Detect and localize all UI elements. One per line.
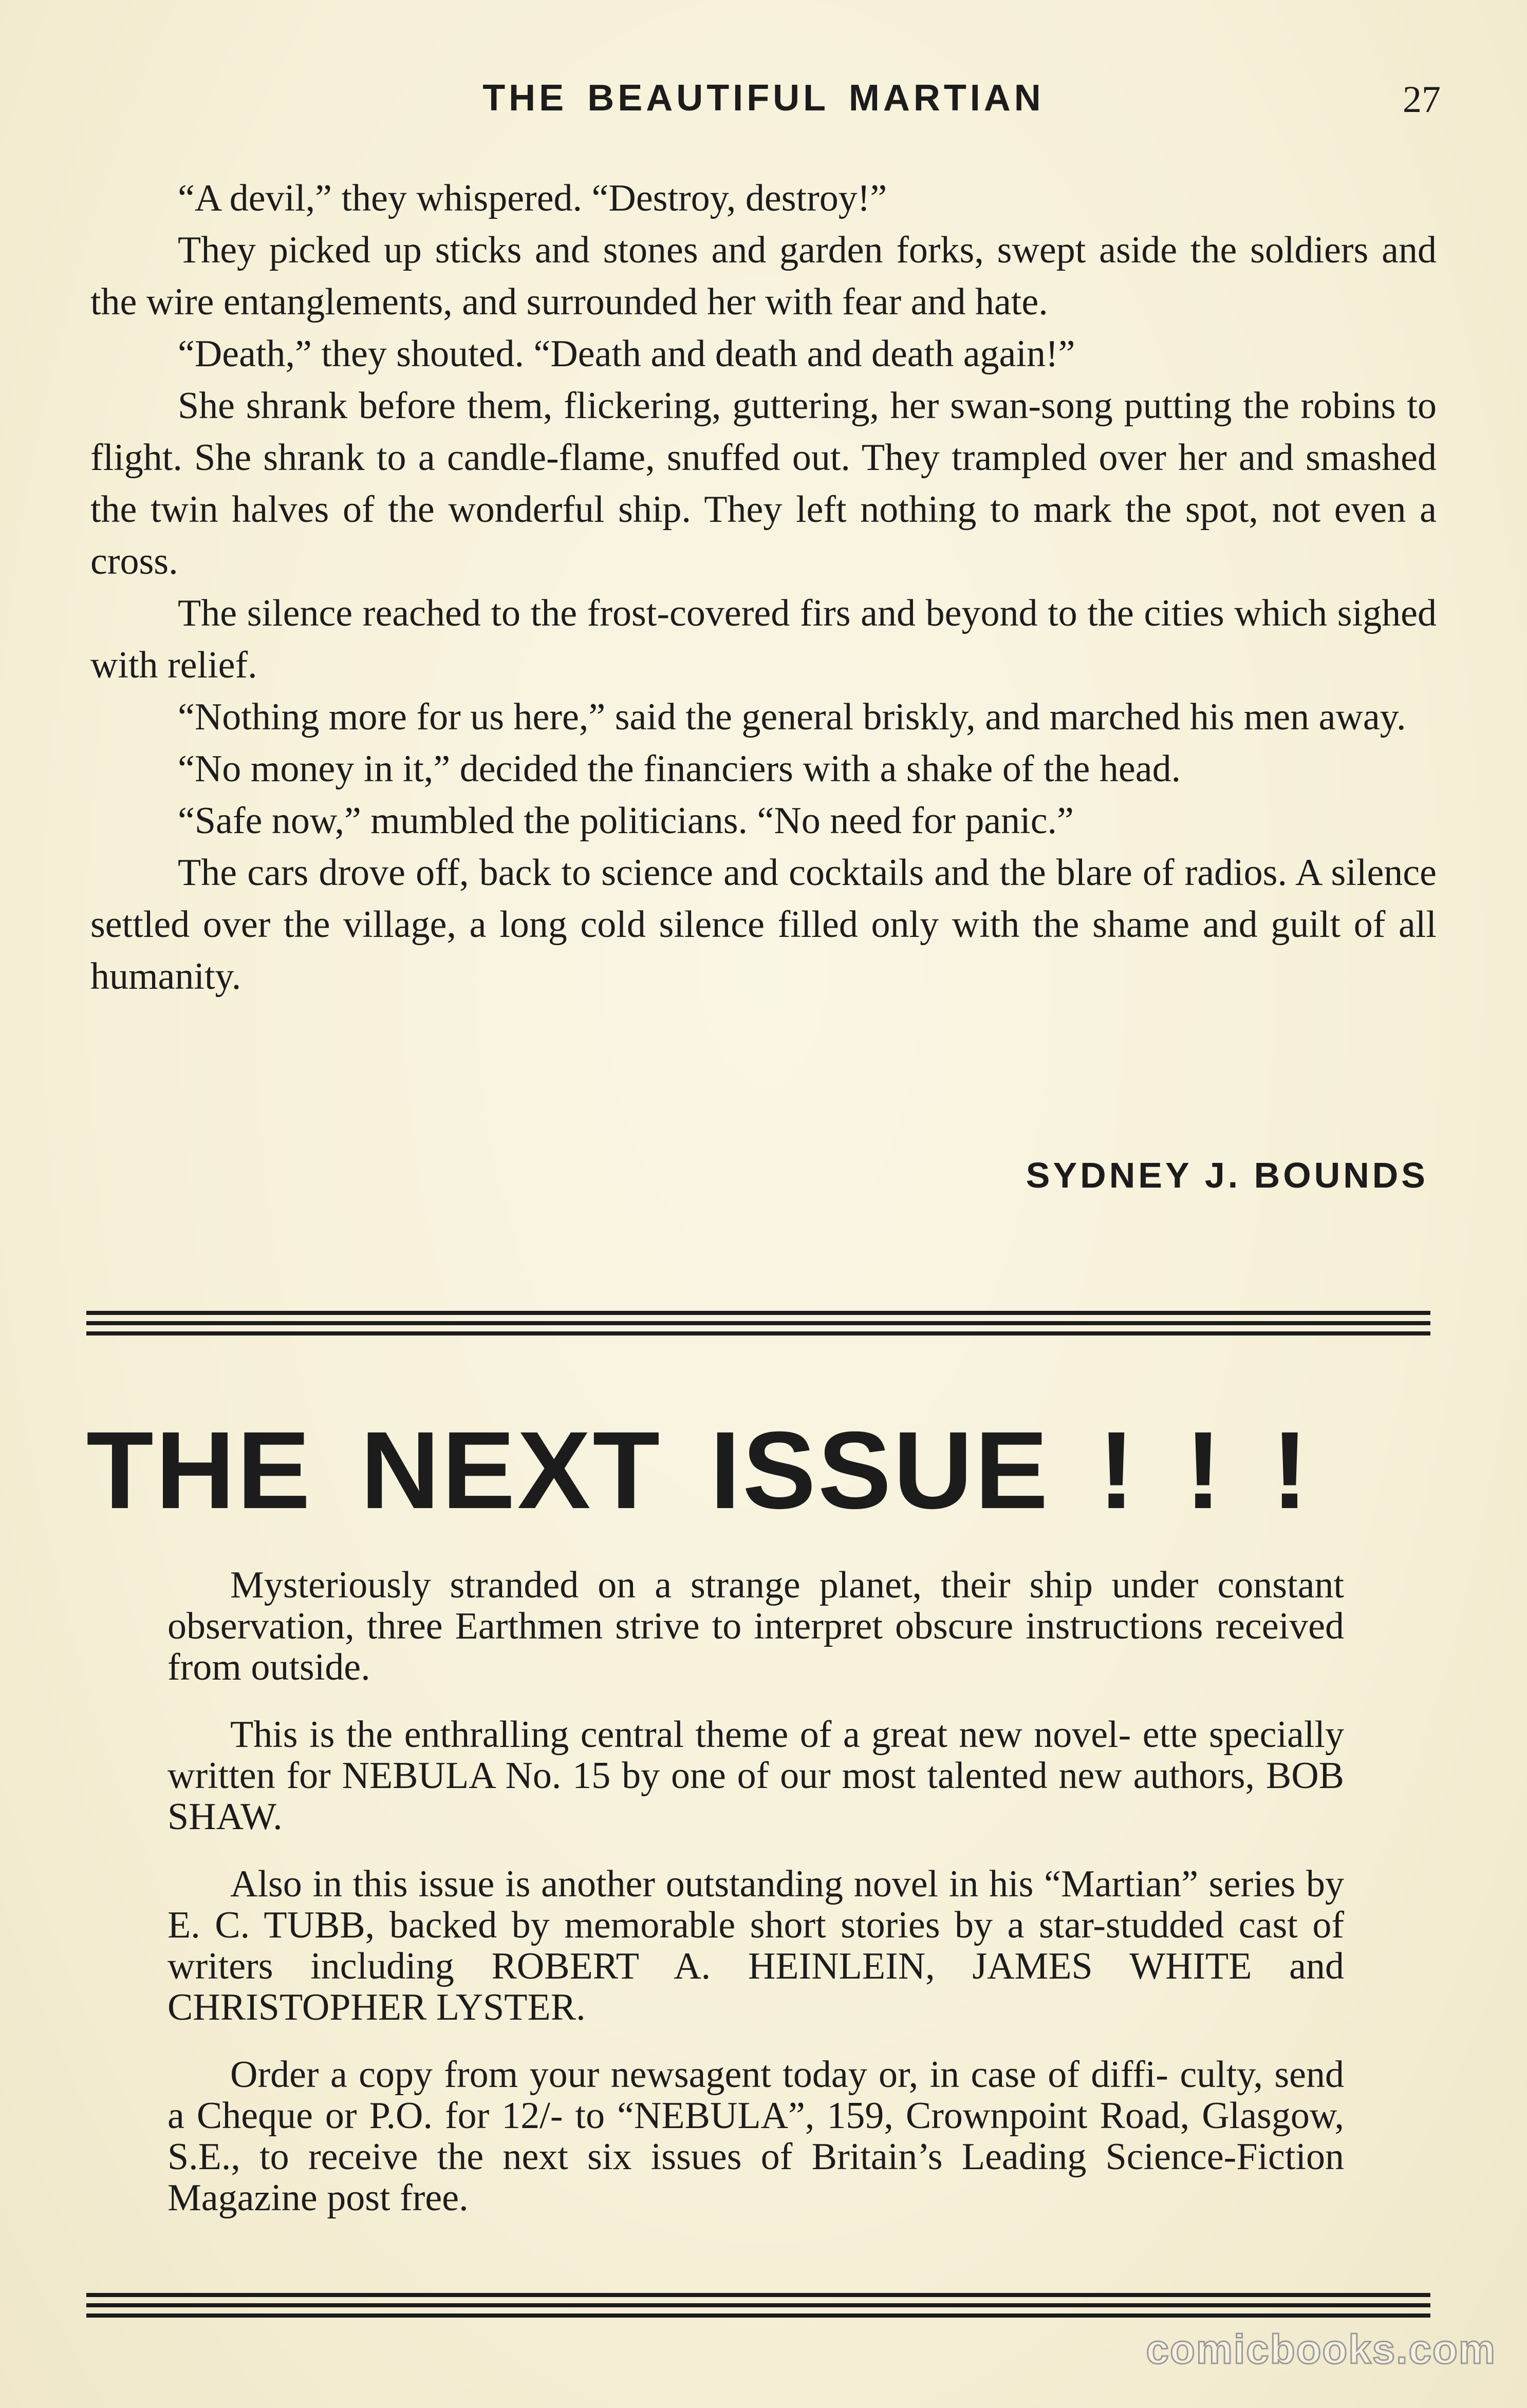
divider-line xyxy=(86,1311,1430,1315)
page-number: 27 xyxy=(1403,79,1441,121)
announcement-paragraph: Mysteriously stranded on a strange planet, their ship under constant observation, three Earthmen strive to interpret obscure instructions received from outside. xyxy=(167,1564,1344,1688)
story-paragraph: “No money in it,” decided the financiers with a shake of the head. xyxy=(178,748,1181,790)
story-paragraph: “Nothing more for us here,” said the general briskly, and marched his men away. xyxy=(178,696,1406,738)
next-issue-heading: THE NEXT ISSUE ! ! ! xyxy=(86,1409,1311,1532)
next-issue-announcement xyxy=(167,1565,1344,2245)
story-text xyxy=(90,173,1437,1003)
story-paragraph: “Death,” they shouted. “Death and death and death again!” xyxy=(178,333,1075,375)
story-paragraph: The cars drove off, back to science and cocktails and the blare of radios. A silence settled over the village, a long cold silence filled only with the shame and guilt of all humanity. xyxy=(90,852,1437,998)
story-paragraph: They picked up sticks and stones and garden forks, swept aside the soldiers and the wire entanglements, and surrounded her with fear and hate. xyxy=(90,229,1437,323)
divider-line xyxy=(86,2313,1430,2318)
source-watermark: comicbooks.com xyxy=(1146,2326,1496,2372)
running-title: THE BEAUTIFUL MARTIAN xyxy=(482,78,1045,119)
announcement-paragraph: This is the enthralling central theme of a great new novel- ette specially written for NEBULA No. 15 by one of our most talented new authors, BOB SHAW. xyxy=(167,1714,1344,1838)
announcement-paragraph: Order a copy from your newsagent today or, in case of diffi- culty, send a Cheque or P.O. for 12/- to “NEBULA”, 159, Crownpoint Road, Glasgow, S.E., to receive the next six issues of Britain’s Leading Science-Fiction Magazine post free. xyxy=(167,2054,1344,2219)
story-paragraph: “Safe now,” mumbled the politicians. “No need for panic.” xyxy=(178,800,1074,842)
story-paragraph: The silence reached to the frost-covered firs and beyond to the cities which sighed with relief. xyxy=(90,592,1437,686)
divider-line xyxy=(86,1331,1430,1335)
story-paragraph: She shrank before them, flickering, guttering, her swan-song putting the robins to flight. She shrank to a candle-flame, snuffed out. They trampled over her and smashed the twin halves of the wonderful ship. They left nothing to mark the spot, not even a cross. xyxy=(90,385,1437,582)
announcement-paragraph: Also in this issue is another outstanding novel in his “Martian” series by E. C. TUBB, backed by memorable short stories by a star-studded cast of writers including ROBERT A. HEINLEIN, JAMES WHITE and CHRISTOPHER LYSTER. xyxy=(167,1863,1344,2028)
section-divider-bottom xyxy=(86,2293,1430,2324)
author-byline: SYDNEY J. BOUNDS xyxy=(1026,1155,1428,1195)
section-divider-top xyxy=(86,1311,1430,1342)
divider-line xyxy=(86,2303,1430,2307)
divider-line xyxy=(86,1321,1430,1325)
divider-line xyxy=(86,2293,1430,2297)
story-paragraph: “A devil,” they whispered. “Destroy, destroy!” xyxy=(178,177,887,219)
